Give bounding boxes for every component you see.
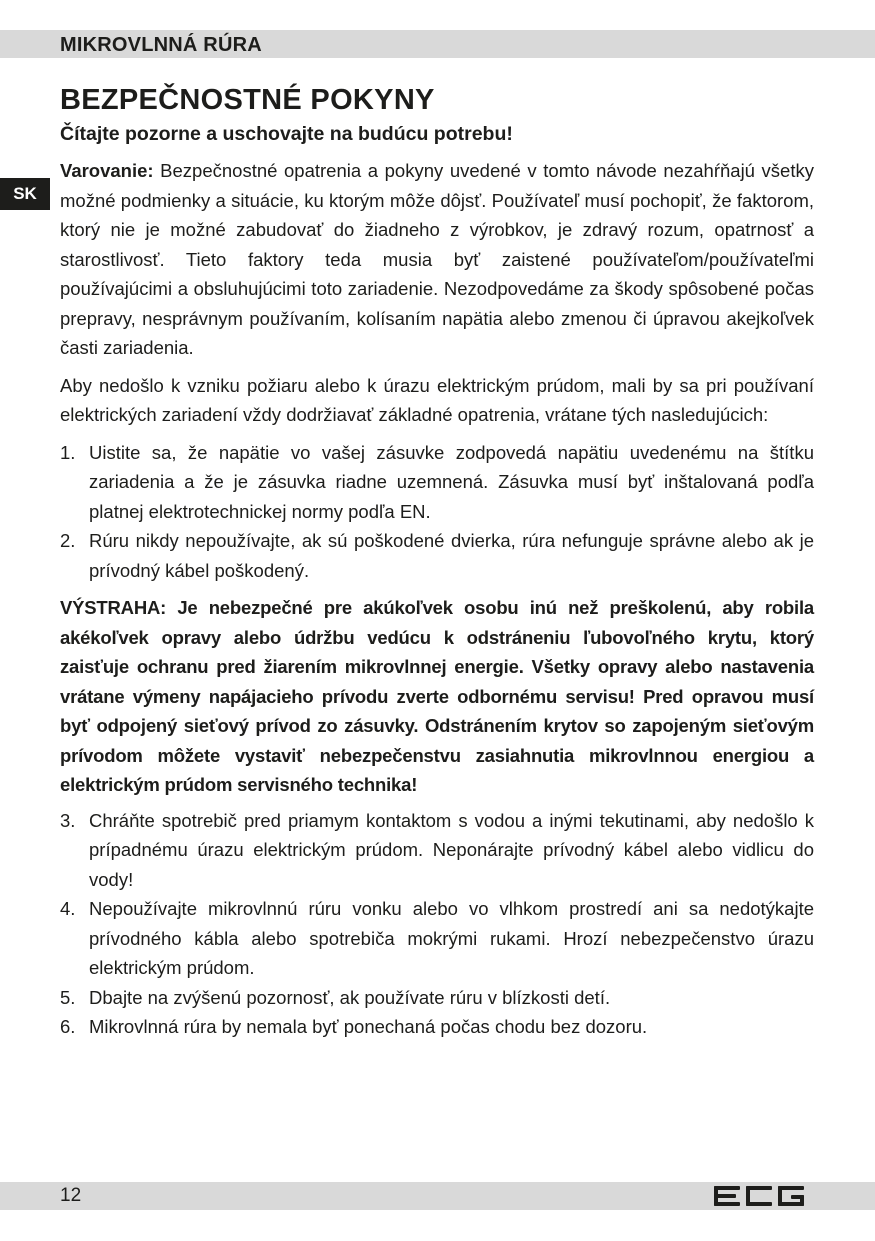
page-subtitle: Čítajte pozorne a uschovajte na budúcu potrebu! [60, 123, 513, 145]
list-item-text: Uistite sa, že napätie vo vašej zásuvke zodpovedá napätiu uvedenému na štítku zariadenia a že je zásuvka riadne uzemnená. Zásuvka musí byť inštalovaná podľa platnej elektrotechnickej normy podľa EN. [89, 441, 814, 522]
caution-paragraph: VÝSTRAHA: Je nebezpečné pre akúkoľvek osobu inú než preškolenú, aby robila akékoľvek opravy alebo údržbu vedúcu k odstráneniu ľubovoľného krytu, ktorý zaisťuje ochranu pred žiarením mikrovlnnej energie. Všetky opravy alebo nastavenia vrátane výmeny napájacieho prívodu zverte odbornému servisu! Pred opravou musí byť odpojený sieťový prívod zo zásuvky. Odstránením krytov so zapojeným sieťovým prívodom môžete vystaviť nebezpečenstvu zasiahnutia mikrovlnnou energiou a elektrickým prúdom servisného technika! [60, 597, 814, 795]
list-item-number: 2. [60, 530, 76, 551]
list-item-number: 1. [60, 441, 76, 463]
ecg-logo [714, 1186, 804, 1206]
warning-text: Bezpečnostné opatrenia a pokyny uvedené v tomto návode nezahŕňajú všetky možné podmienky a situácie, ku ktorým môže dôjsť. Používateľ musí pochopiť, že faktorom, ktorý nie je možné zabudovať do žiadneho z výrobkov, je zdravý rozum, opatrnosť a starostlivosť. Tieto faktory teda musia byť zaistené používateľom/používateľmi používajúcimi a obsluhujúcimi toto zariadenie. Nezodpovedáme za škody spôsobené počas prepravy, nesprávnym používaním, kolísaním napätia alebo zmenou či úpravou akejkoľvek časti zariadenia. [60, 160, 814, 358]
header-bar [0, 30, 875, 58]
main-content [60, 80, 814, 1050]
instruction-list-a [60, 438, 814, 586]
intro-paragraph: Aby nedošlo k vzniku požiaru alebo k úrazu elektrickým prúdom, mali by sa pri používaní elektrických zariadení vždy dodržiavať základné opatrenia, vrátane tých nasledujúcich: [60, 374, 814, 425]
list-item-number: 4. [60, 898, 76, 919]
list-item-text: Dbajte na zvýšenú pozornosť, ak používate rúru v blízkosti detí. [89, 986, 611, 1008]
list-item-text: Chráňte spotrebič pred priamym kontaktom s vodou a inými tekutinami, aby nedošlo k prípadnému úrazu elektrickým prúdom. Neponárajte prívodný kábel alebo vidlicu do vody! [89, 809, 814, 890]
page-number: 12 [60, 1185, 82, 1206]
list-item-number: 3. [60, 809, 76, 831]
list-item [60, 806, 814, 895]
list-item-text: Mikrovlnná rúra by nemala byť ponechaná počas chodu bez dozoru. [89, 1016, 648, 1037]
header-title: MIKROVLNNÁ RÚRA [60, 34, 262, 56]
list-item-number: 5. [60, 986, 76, 1008]
instruction-list-b [60, 806, 814, 1042]
warning-paragraph [60, 156, 814, 363]
list-item [60, 438, 814, 527]
page-heading: BEZPEČNOSTNÉ POKYNY [60, 84, 435, 116]
footer-bar [0, 1182, 875, 1210]
list-item-number: 6. [60, 1016, 76, 1037]
list-item-text: Nepoužívajte mikrovlnnú rúru vonku alebo vo vlhkom prostredí ani sa nedotýkajte prívodného kábla alebo spotrebiča mokrými rukami. Hrozí nebezpečenstvo úrazu elektrickým prúdom. [89, 898, 814, 978]
list-item-text: Rúru nikdy nepoužívajte, ak sú poškodené dvierka, rúra nefunguje správne alebo ak je prívodný kábel poškodený. [89, 530, 814, 581]
list-item [60, 894, 814, 983]
list-item [60, 1012, 814, 1042]
language-tab: SK [0, 178, 50, 210]
list-item [60, 526, 814, 585]
warning-label: Varovanie: [60, 160, 154, 181]
list-item [60, 983, 814, 1013]
